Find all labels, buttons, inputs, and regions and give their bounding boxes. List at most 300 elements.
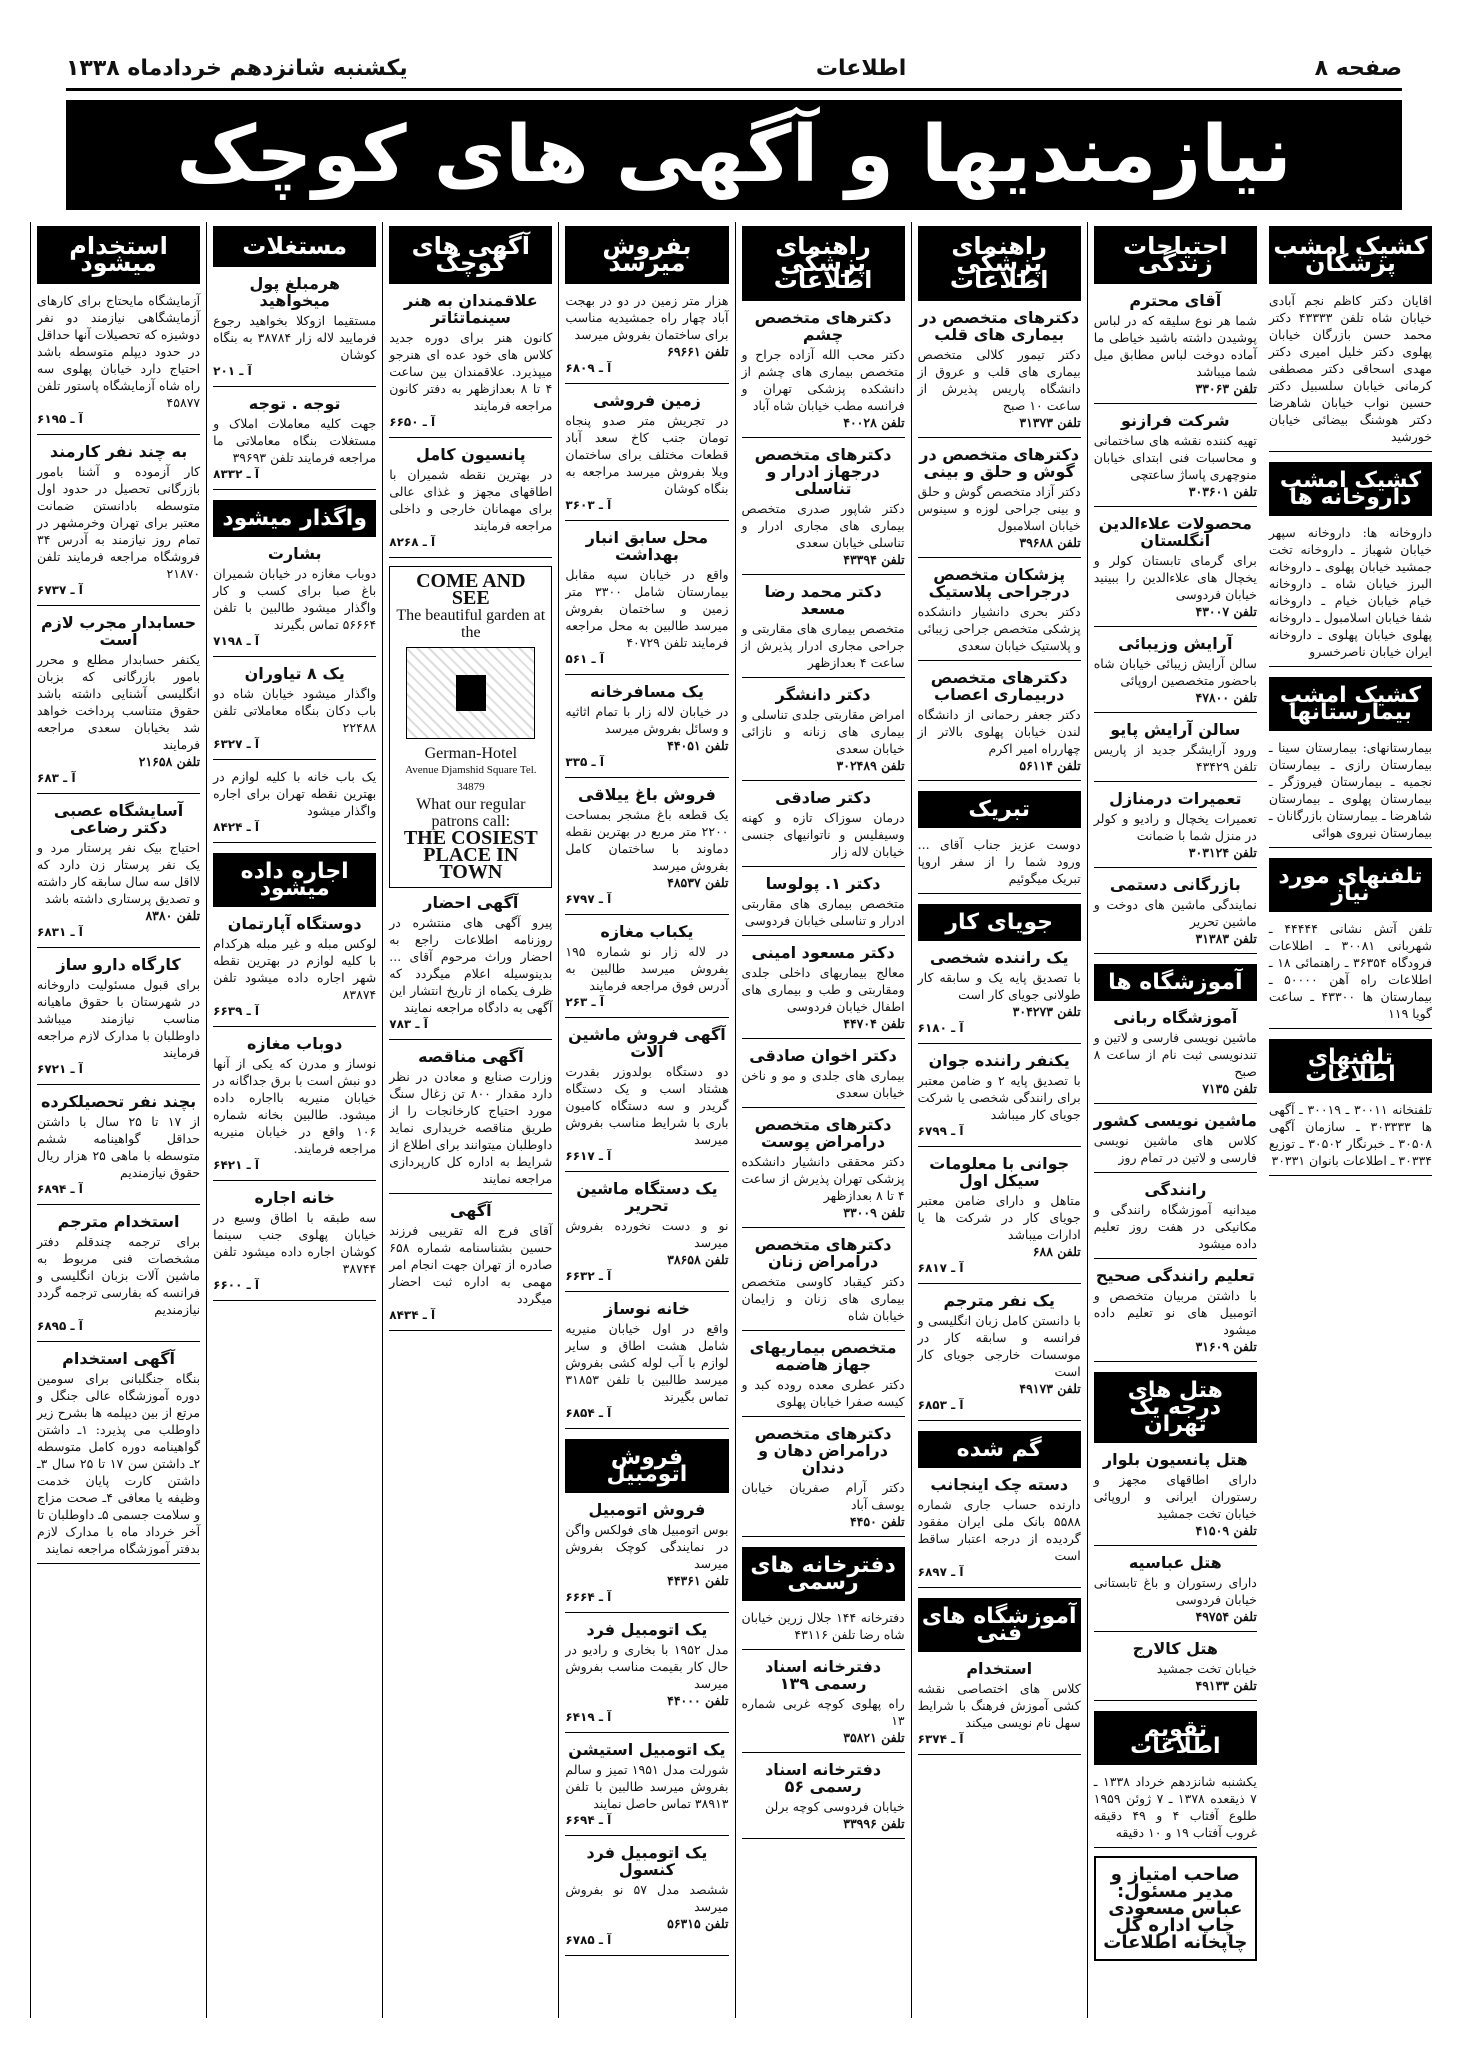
ad-title: یک اتومبیل فرد کنسول [586,1843,708,1879]
column-heading: آگهی های کوچک [389,226,552,284]
ad-phone: تلفن ۳۰۴۲۷۳ [1012,1004,1081,1019]
ad-item [1094,1009,1257,1104]
ad-title: علاقمندان به هنر سینماتئاتر [404,291,538,327]
ad-item [565,392,728,521]
column-heading: استخدام میشود [37,226,200,284]
section-heading: تبریک [918,791,1081,828]
ad-item [918,1292,1081,1421]
ad-body: در تجریش متر صدو پنجاه تومان جنب کاخ سعد آباد قطعات مختلف برای ساختمان ویلا بفروش میرسد مراجعه به بنگاه کوشان [565,413,729,496]
ad-phone: تلفن ۴۴۷۰۴ [843,1016,905,1031]
ad-code: آ ـ ۲۶۳ [565,995,604,1009]
ad-item [37,443,200,606]
ad-body: تلفن آتش نشانی ۴۴۴۴۴ ـ شهربانی ۳۰۰۸۱ ـ اطلاعات فرودگاه ۳۶۳۵۴ ـ راهنمائی ۱۸ ـ اطلاعات راه آهن ۵۰۰۰۰ ـ بیمارستان ها ۴۳۳۰۰ ـ ساعت گویا ۱۱۹ [1268,921,1433,1021]
ad-phone: تلفن ۲۱۶۵۸ [138,754,201,769]
ad-phone: تلفن ۳۵۸۲۱ [843,1730,905,1745]
ad-title: خانه اجاره [254,1188,335,1207]
ad-code: آ ـ ۶۶۱۷ [565,1149,612,1163]
ad-item [565,683,728,778]
ad-title: یک اتومبیل استیشن [568,1740,726,1759]
ad-code: آ ـ ۶۷۸۵ [565,1933,612,1947]
ad-title: بشارت [267,544,322,563]
ad-item [1094,721,1257,782]
ad-code: آ ـ ۶۶۳۲ [565,1269,612,1283]
section-heading: گم شده [918,1431,1081,1468]
ad-item [1269,739,1432,848]
ad-phone: تلفن ۳۱۳۷۳ [1019,415,1081,430]
ad-body: وزارت صنایع و معادن در نظر دارد مقدار ۸۰۰ تن زغال سنگ مورد احتیاج کارخانجات را از طریق مناقصه خریداری نماید داوطلبان میتوانند برای اطلاع از شرایط به اداره کل کارپردازی مراجعه نمایند [389,1069,553,1186]
ad-item [1094,412,1257,507]
ad-body: نوساز و مدرن که یکی از آنها دو نبش است با برق جداگانه در خیابان منیریه بااجاره داده میشود. طالبین بخانه شماره ۱۰۶ واقع در خیابان منیریه مراجعه فرمایند. [213,1056,377,1156]
ad-code: آ ـ ۲۰۱ [213,364,252,378]
ad-body: دارای رستوران و باغ تابستانی خیابان فردوسی [1093,1575,1257,1607]
ad-body: مدل ۱۹۵۲ با بخاری و رادیو در حال کار بقیمت مناسب بفروش میرسد [565,1642,729,1691]
ad-body: معالج بیماریهای داخلی جلدی ومقاربتی و طب و بیماری های اطفال خیابان فردوسی [741,965,905,1014]
column-8 [1263,222,1438,2018]
ad-item [742,944,905,1039]
ad-item [213,545,376,657]
ad-item [1269,524,1432,667]
ad-body: واقع در خیابان سپه مقابل بیمارستان شامل ۳۳۰۰ متر زمین و ساختمان بفروش میرسد طالبین به محل مراجعه فرمایند تلفن ۴۰۷۲۹ [565,567,729,650]
ad-title: یک اتومبیل فرد [586,1620,708,1639]
ad-code: آ ـ ۶۸۵۴ [565,1406,612,1420]
ad-phone: تلفن ۶۹۶۶۱ [667,344,729,359]
ad-item [1094,1554,1257,1632]
ad-title: هتل پانسیون بلوار [1102,1450,1248,1469]
ad-body: یک باب خانه با کلیه لوازم در بهترین نقطه تهران برای اجاره واگذار میشود [213,769,377,818]
ad-body: ماشین نویسی فارسی و لاتین و تندنویسی ثبت نام از ساعت ۸ صبح [1093,1030,1257,1079]
ad-item [918,1052,1081,1147]
ad-phone: تلفن ۴۴۰۵۱ [667,738,729,753]
column-3 [382,222,558,2018]
column-heading: مستغلات [213,226,376,267]
ad-phone: تلفن ۳۰۳۱۲۴ [1188,845,1257,860]
ad-title: دوستگاه آپارتمان [227,914,362,933]
ad-item [742,686,905,781]
ad-title: دکترهای متخصص درجهاز ادرار و تناسلی [754,445,892,498]
ad-item [1094,1640,1257,1701]
ad-body: تهیه کننده نقشه های ساختمانی و محاسبات فنی ابتدای خیابان منوچهری پاساژ ساعتچی [1093,433,1257,482]
ad-item [742,1761,905,1839]
ad-phone: تلفن ۵۶۱۱۴ [1019,758,1081,773]
ad-item [742,1236,905,1331]
classifieds-banner [66,100,1402,210]
ad-body: از ۱۷ تا ۲۵ سال با داشتن حداقل گواهینامه ششم متوسطه با ماهی ۲۵ هزار ریال حقوق نیازمندیم [37,1114,201,1180]
column-5 [735,222,911,2018]
ad-body: راه پهلوی کوچه غربی شماره ۱۳ [741,1696,905,1728]
ad-title: آقای محترم [1129,291,1222,310]
ad-item [389,1048,552,1194]
ad-item [565,1180,728,1292]
ad-phone: تلفن ۵۶۳۱۵ [667,1916,729,1931]
ad-item [918,1155,1081,1284]
ad-code: آ ـ ۶۸۳ [37,771,76,785]
ad-body: برای گرمای تابستان کولر و یخچال های علاءالدین را ببینید خیابان فردوسی [1093,553,1257,602]
ad-body: با داشتن مربیان متخصص و اتومبیل های نو تعلیم داده میشود [1093,1288,1257,1337]
ad-code: آ ـ ۶۸۹۷ [917,1565,964,1579]
ad-title: به چند نفر کارمند [49,442,188,461]
ad-item [918,566,1081,661]
page-date: یکشنبه شانزدهم خردادماه ۱۳۳۸ [66,55,408,81]
publisher-credit: صاحب امتیاز و مدیر مسئول: عباس مسعودی چاپ اداره کل چاپخانه اطلاعات [1094,1856,1257,1961]
ad-phone: تلفن ۷۱۳۵ [1202,1081,1257,1096]
ad-phone: تلفن ۳۱۳۸۳ [1195,931,1257,946]
ad-code: آ ـ ۶۷۹۹ [917,1124,964,1138]
ad-title: کارگاه دارو ساز [56,955,181,974]
ad-code: آ ـ ۷۱۹۸ [213,634,259,648]
ad-body: دکتر تیمور کلالی متخصص بیماری های قلب و عروق از دانشگاه پاریس پذیرش از ساعت ۱۰ صبح [917,347,1081,413]
ad-title: دکترهای متخصص درامراض دهان و دندان [754,1424,892,1477]
ad-body: دکتر آزاد متخصص گوش و حلق و بینی جراحی لوزه و سینوس خیابان اسلامبول [917,484,1081,533]
ad-item [37,292,200,435]
ad-item [565,923,728,1018]
ad-title: هتل عباسیه [1128,1553,1222,1572]
ad-body: دو دستگاه بولدوزر بقدرت هشتاد اسب و یک دستگاه گریدر و سه دستگاه کامیون باری با شرایط مناسب بفروش میرسد [565,1064,729,1147]
ad-code: آ ـ ۸۳۳۲ [213,467,259,481]
english-ad-line4: THE COSIEST PLACE IN TOWN [403,827,538,883]
ad-item [742,1658,905,1753]
ad-title: استخدام مترجم [57,1212,180,1231]
ad-phone: تلفن ۸۳۸۰ [145,908,201,923]
ad-phone: تلفن ۴۸۵۳۷ [667,875,729,890]
section-heading: آموزشگاه ها [1094,964,1257,1001]
ad-title: رانندگی [1144,1180,1207,1199]
ad-title: دکترهای متخصص در گوش و حلق و بینی [919,445,1080,481]
ad-item [742,309,905,438]
ad-code: آ ـ ۶۸۹۵ [37,1319,83,1333]
ad-code: آ ـ ۷۸۳ [389,1017,428,1031]
paper-name: اطلاعات [815,55,907,81]
ad-phone: تلفن ۴۷۸۰۰ [1195,690,1257,705]
ad-item [213,1035,376,1181]
column-7 [1087,222,1263,2018]
ad-item [918,836,1081,894]
ad-title: بازرگانی دستمی [1109,875,1241,894]
ad-code: آ ـ ۶۸۹۴ [37,1182,83,1196]
ad-title: دکتر مسعود امینی [751,943,895,962]
ad-phone: تلفن ۴۴۰۰۰ [667,1693,729,1708]
ad-body: بنگاه جنگلبانی برای سومین دوره آموزشگاه عالی جنگل و مرتع از بین دیپلمه ها بشرح زیر داوطلب می پذیرد: ۱ـ داشتن گواهینامه دوره کامل متوسطه ۲ـ داشتن سن ۱۷ تا ۲۵ سال ۳ـ داشتن کارت پایان خدمت وظیفه یا معافی ۴ـ صحت مزاج و سلامت جسمی ۵ـ داوطلبان تا آخر خرداد ماه با مدارک لازم بدفتر آموزشگاه مراجعه نمایند [37,1371,201,1556]
ad-body: دکتر بحری دانشیار دانشکده پزشکی متخصص جراحی زیبائی و پلاستیک خیابان سعدی [917,604,1081,653]
ad-title: آموزشگاه ربانی [1113,1008,1238,1027]
ad-code: آ ـ ۶۳۷۴ [917,1732,964,1746]
ad-title: فروش باغ ییلاقی [577,785,716,804]
ad-item [213,395,376,490]
ad-title: یک راننده شخصی [929,948,1069,967]
ad-phone: تلفن ۴۹۱۳۳ [1195,1678,1257,1693]
ad-phone: تلفن ۴۱۵۰۹ [1195,1523,1257,1538]
ad-title: دکترهای متخصص درامراض پوست [754,1115,892,1151]
ad-item [565,1501,728,1613]
ad-title: دکتر اخوان صادقی [749,1046,897,1065]
ad-phone: تلفن ۴۴۵۰ [849,1514,905,1529]
ad-item [1094,515,1257,627]
ad-phone: تلفن ۳۳۰۰۹ [843,1205,905,1220]
section-heading: تلفنهای مورد نیاز [1269,858,1432,912]
ad-item [37,1213,200,1342]
ad-body: در لاله زار نو شماره ۱۹۵ بفروش میرسد طالبین به آدرس فوق مراجعه فرمایند [565,944,729,993]
ad-phone: تلفن ۶۸۸ [1032,1244,1081,1259]
column-heading: راهنمای پزشکی اطلاعات [918,226,1081,301]
ad-title: شرکت فرازنو [1120,411,1230,430]
ad-item [565,529,728,675]
ad-code: آ ـ ۳۶۰۳ [565,498,612,512]
section-heading: تلفنهای اطلاعات [1269,1039,1432,1093]
ad-code: آ ـ ۶۴۱۹ [565,1710,612,1724]
ad-title: یک ۸ تیاوران [244,664,345,683]
ad-item [1094,1773,1257,1848]
ad-body: لوکس مبله و غیر مبله هرکدام با کلیه لوازم در بهترین نقطه شهر اجاره داده میشود تلفن ۸۳۸۷۴ [213,936,377,1002]
ad-title: پانسیون کامل [416,445,526,464]
banner-title: نیازمندیها و آگهی های کوچک [176,110,1292,200]
ad-body: دکتر کیقباد کاوسی متخصص بیماری های زنان و زایمان خیابان شاه [741,1274,905,1323]
ad-title: یک دستگاه ماشین تحریر [576,1179,718,1215]
page-header [66,48,1402,91]
ad-item [1094,1181,1257,1259]
section-heading: اجاره داده میشود [213,853,376,907]
ad-title: دکتر صادقی [775,788,872,807]
ad-body: ورود آرایشگر جدید از پاریس تلفن ۴۳۴۲۹ [1093,742,1257,774]
ad-code: آ ـ ۶۶۹۴ [565,1813,612,1827]
ad-item [389,446,552,558]
ad-item [918,1660,1081,1755]
ad-code: آ ـ ۶۱۸۰ [917,1021,964,1035]
ad-body: دارای اطاقهای مجهز و رستوران ایرانی و اروپائی خیابان تخت جمشید [1093,1472,1257,1521]
ad-item [1094,876,1257,954]
ad-title: محصولات علاءالدین انگلستان [1098,514,1252,550]
column-6 [911,222,1087,2018]
ad-item [742,583,905,678]
ad-body: دارنده حساب جاری شماره ۵۵۸۸ بانک ملی ایران مفقود گردیده از درجه اعتبار ساقط است [917,1497,1081,1563]
ad-item [1094,1112,1257,1173]
hotel-map-image [406,647,535,739]
ad-code: آ ـ ۶۶۶۴ [565,1590,612,1604]
ad-item [742,446,905,575]
ad-body: دکتر شاپور صدری متخصص بیماری های مجاری ادرار و تناسلی خیابان سعدی [741,501,905,550]
ad-body: نو و دست نخورده بفروش میرسد [565,1218,729,1250]
ad-body: سالن آرایش زیبائی خیابان شاه باحضور متخصصین اروپائی [1093,656,1257,688]
ad-title: دکتر ۱. پولوسا [765,874,881,893]
section-heading: دفترخانه های رسمی [742,1547,905,1601]
ad-item [213,1189,376,1301]
ad-body: متخصص بیماری های مقاربتی و جراحی مجاری ادرار پذیرش از ساعت ۴ بعدازظهر [741,621,905,670]
ad-item [742,1425,905,1537]
ad-item [213,915,376,1027]
ad-title: ماشین نویسی کشور [1093,1111,1257,1130]
ad-item [1269,292,1432,452]
ad-code: آ ـ ۶۶۰۰ [213,1278,259,1292]
ad-item [37,614,200,794]
ad-item [37,1350,200,1564]
ad-title: زمین فروشی [592,391,701,410]
ad-body: در خیابان لاله زار با تمام اثاثیه و وسائل بفروش میرسد [565,704,729,736]
ad-code: آ ـ ۸۴۲۴ [213,820,259,834]
ad-phone: تلفن ۴۹۷۵۴ [1195,1609,1257,1624]
column-4 [558,222,734,2018]
ad-body: دکتر محب الله آزاده جراح و متخصص بیماری های چشم از دانشکده پزشکی تهران و فرانسه مطب خیابان شاه آباد [741,347,905,413]
ad-title: حسابدار مجرب لازم است [40,613,197,649]
ad-phone: تلفن ۴۴۳۶۱ [667,1573,729,1588]
section-heading: جویای کار [918,904,1081,941]
ad-item [742,1339,905,1417]
ad-title: آگهی [450,1201,492,1220]
ad-body: دفترخانه ۱۴۴ جلال زرین خیابان شاه رضا تلفن ۴۳۱۱۶ [741,1610,905,1642]
ad-body: با تصدیق پایه یک و سابقه کار طولانی جویای کار است [917,970,1081,1002]
ad-title: دوباب مغازه [246,1034,343,1053]
ad-item [1094,1451,1257,1546]
ad-item [565,292,728,384]
ad-item [1094,635,1257,713]
ad-body: امراض مقاربتی جلدی تناسلی و بیماری های زنانه و نازائی خیابان سعدی [741,707,905,756]
ad-phone: تلفن ۳۰۳۶۰۱ [1188,484,1257,499]
ad-body: خیابان تخت جمشید [1156,1661,1257,1676]
section-heading: واگذار میشود [213,500,376,537]
ad-item [213,768,376,843]
ad-item [389,1202,552,1331]
ad-body: خیابان فردوسی کوچه برلن [765,1799,905,1814]
ad-title: آگهی احضار [423,893,519,912]
ad-body: برای ترجمه چندقلم دفتر مشخصات فنی مربوط به ماشین آلات بزبان انگلیسی و فرانسه که بفارسی ترجمه گردد نیازمندیم [37,1234,201,1317]
ad-body: جهت کلیه معاملات املاک و مستغلات بنگاه معاملاتی ما مراجعه فرمایند تلفن ۳۹۶۹۳ [213,416,377,465]
ad-phone: تلفن ۳۱۶۰۹ [1195,1339,1257,1354]
column-heading: احتیاجات زندگی [1094,226,1257,284]
ad-title: توجه . توجه [248,394,341,413]
ad-body: اقایان دکتر کاظم نجم آبادی خیابان شاه تلفن ۴۳۳۳۳ دکتر محمد حسن بازرگان خیابان پهلوی دکتر خلیل امیری دکتر مهدی اسحاقی دکتر مصطفی کرمانی خیابان سلسبیل دکتر حسین نواب خیابان شاهرضا دکتر هوشنگ بیضائی خیابان خورشید [1268,293,1432,444]
section-heading: فروش اتومبیل [565,1439,728,1493]
ad-title: دکترهای متخصص درامراض زنان [754,1235,892,1271]
ad-body: یک قطعه باغ مشجر بمساحت ۲۲۰۰ متر مربع در بهترین نقطه دماوند با ساختمان کامل بفروش میرسد [565,807,729,873]
ad-body: با دانستن کامل زبان انگلیسی و فرانسه و سابقه کار در موسسات خارجی جویای کار است [917,1313,1081,1379]
english-ad-hotel: German-Hotel [424,745,518,762]
ad-code: آ ـ ۸۴۳۴ [389,1308,436,1322]
ad-code: آ ـ ۶۷۹۷ [565,892,612,906]
ad-title: جوانی با معلومات سیکل اول [929,1154,1070,1190]
ad-title: استخدام [966,1659,1033,1678]
ad-code: آ ـ ۸۲۶۸ [389,535,436,549]
ad-body: کلاس های اختصاصی نقشه کشی آموزش فرهنگ با شرایط سهل نام نویسی میکند [917,1681,1081,1730]
ad-body: دوست عزیز جناب آقای ... ورود شما را از سفر اروپا تبریک میگوئیم [917,837,1081,886]
ad-body: واگذار میشود خیابان شاه دو باب دکان بنگاه معاملاتی تلفن ۲۲۴۸۸ [213,686,377,735]
ad-item [213,665,376,760]
ad-body: یکنفر حسابدار مطلع و محرر بامور بازرگانی که بزبان انگلیسی آشنایی داشته باشد حقوق متناسب پرداخت خواهد شد بخیابان سعدی مراجعه فرمایند [37,652,201,752]
ad-body: آقای فرج اله تقریبی فرزند حسین بشناسنامه شماره ۶۵۸ صادره از تهران جهت انجام امر مهمی به اداره ثبت احضار میگردد [389,1223,553,1306]
ad-body: متخصص بیماری های مقاربتی ادرار و تناسلی خیابان فردوسی [741,896,905,928]
ad-title: آرایش وزیبائی [1118,634,1233,653]
column-heading: کشیک امشب پزشکان [1269,226,1432,284]
ad-body: آزمایشگاه مایحتاج برای کارهای آزمایشگاهی نیازمند دو نفر دوشیزه که تحصیلات آنها حداقل در حدود دیپلم متوسطه باشد احتیاج دارد خیابان پهلوی سه راه شاه آزمایشگاه پاستور تلفن ۴۵۸۷۷ [37,293,201,410]
ad-code: آ ـ ۶۷۲۱ [37,1062,83,1076]
ad-body: داروخانه ها: داروخانه سپهر خیابان شهباز ـ داروخانه تخت جمشید خیابان پهلوی ـ داروخانه البرز خیابان شاه ـ داروخانه خیام خیابان خیام ـ داروخانه شفا خیابان اسلامبول ـ داروخانه پهلوی خیابان پهلوی ـ داروخانه ایران خیابان ناصرخسرو [1268,525,1432,659]
ad-title: آگهی مناقصه [418,1047,524,1066]
ad-item [565,1621,728,1733]
column-2 [206,222,382,2018]
ad-code: آ ـ ۶۸۵۳ [917,1398,964,1412]
ad-item [918,446,1081,558]
ad-item [37,1093,200,1205]
ad-title: یک مسافرخانه [590,682,704,701]
ad-body: دکتر آرام صفریان خیابان یوسف آباد [741,1480,905,1512]
ad-title: هتل کالارج [1132,1639,1219,1658]
ad-title: دکترهای متخصص دربیماری اعصاب [930,668,1068,704]
section-heading: کشیک امشب بیمارستانها [1269,677,1432,731]
ad-code: آ ـ ۶۱۹۵ [37,412,83,426]
ad-body: شورلت مدل ۱۹۵۱ تمیز و سالم بفروش میرسد طالبین با تلفن ۳۸۹۱۳ تماس حاصل نمایند [565,1762,729,1811]
ad-phone: تلفن ۴۹۱۷۳ [1019,1381,1081,1396]
ad-phone: تلفن ۴۳۳۹۴ [843,552,905,567]
ad-body: تعمیرات یخچال و رادیو و کولر در منزل شما با ضمانت [1093,811,1257,843]
ad-code: آ ـ ۶۳۲۷ [213,737,259,751]
ad-phone: تلفن ۳۳۰۶۳ [1195,381,1257,396]
ad-code: آ ـ ۶۶۵۰ [389,415,436,429]
ad-item [565,1844,728,1956]
ad-title: آسایشگاه عصبی دکتر رضاعی [53,801,184,837]
ad-phone: تلفن ۳۳۹۹۶ [843,1816,905,1831]
column-heading: بفروش میرسد [565,226,728,284]
ad-code: آ ـ ۳۳۵ [565,755,604,769]
ad-item [1094,790,1257,868]
ad-body: دکتر جعفر رحمانی از دانشگاه لندن خیابان پهلوی بالاتر از چهارراه امیر اکرم [917,707,1081,756]
ad-title: یکنفر راننده جوان [928,1051,1070,1070]
ad-title: یکباب مغازه [600,922,694,941]
ad-body: بوس اتومبیل های فولکس واگن در نمایندگی کوچک بفروش میرسد [565,1522,729,1571]
ad-body: ششصد مدل ۵۷ نو بفروش میرسد [565,1882,729,1914]
section-heading: هتل های درجه یک تهران [1094,1372,1257,1443]
ad-body: نمایندگی ماشین های دوخت و ماشین تحریر [1093,897,1257,929]
ad-item [918,1476,1081,1588]
ad-code: آ ـ ۶۸۳۱ [37,925,83,939]
ad-body: دکتر محققی دانشیار دانشکده پزشکی تهران پذیرش از ساعت ۴ تا ۸ بعدازظهر [741,1154,905,1203]
ad-title: یک نفر مترجم [943,1291,1055,1310]
ad-title: تعلیم رانندگی صحیح [1095,1266,1255,1285]
ad-title: دسته چک اینجانب [930,1475,1069,1494]
ad-body: متاهل و دارای ضامن معتبر جویای کار در شرکت ها یا ادارات میباشد [917,1193,1081,1242]
ad-body: سه طبقه با اطاق وسیع در خیابان پهلوی جنب سینما کوشان اجاره داده میشود تلفن ۳۸۷۴۴ [213,1210,377,1276]
ad-item [37,956,200,1085]
ad-item [37,802,200,948]
ad-code: آ ـ ۶۸۰۹ [565,361,612,375]
ad-body: با تصدیق پایه ۲ و ضامن معتبر برای رانندگی شخصی یا شرکت جویای کار میباشد [917,1073,1081,1122]
ad-title: دفترخانه اسناد رسمی ۱۳۹ [765,1657,882,1693]
ad-item [565,786,728,915]
english-ad-line1: COME AND SEE [416,570,526,609]
ad-item [918,669,1081,781]
ad-body: در بهترین نقطه شمیران با اطاقهای مجهز و غذای عالی برای مهمانان خارجی و داخلی مراجعه فرمایند [389,467,553,533]
ad-item [742,789,905,867]
english-ad-line2: The beautiful garden at the [396,607,546,641]
ad-title: تعمیرات درمنازل [1109,789,1242,808]
ad-title: خانه نوساز [604,1299,690,1318]
ad-item [1094,1267,1257,1362]
section-heading: کشیک امشب داروخانه ها [1269,462,1432,516]
ad-item [918,309,1081,438]
column-1 [30,222,206,2018]
ad-code: آ ـ ۶۸۱۷ [917,1261,964,1275]
ad-phone: تلفن ۳۰۲۴۸۹ [836,758,905,773]
ad-body: کار آزموده و آشنا بامور بازرگانی تحصیل در حدود اول متوسطه بادانستن ضمانت معتبر برای تهران وخرمشهر در تمام روز نیازمند به آدرس ۳۴ فروشگاه مراجعه فرمایند تلفن ۲۱۸۷۰ [37,464,201,581]
ad-item [565,1741,728,1836]
ad-body: پیرو آگهی های منتشره در روزنامه اطلاعات راجع به احضار وراث مرحوم آقای ... بدینوسیله اعلام میگردد که ظرف یکماه از تاریخ انتشار این آگهی به دادگاه مراجعه نمایند [389,915,553,1015]
ad-item [742,1609,905,1650]
ad-body: بیماری های جلدی و مو و ناخن خیابان سعدی [741,1068,905,1100]
ad-title: دکتر دانشگر [775,685,871,704]
english-ad-address: Avenue Djamshid Square Tel. 34879 [405,764,537,793]
column-heading: راهنمای پزشکی اطلاعات [742,226,905,301]
ad-title: آگهی فروش ماشین آلات [568,1025,726,1061]
ad-title: متخصص بیماریهای جهاز هاضمه [749,1338,897,1374]
ad-body: درمان سوزاک تازه و کهنه وسیفلیس و ناتوانیهای جنسی خیابان لاله زار [741,810,905,859]
ad-title: هرمبلغ پول میخواهید [249,274,340,310]
ad-code: آ ـ ۶۶۳۹ [213,1004,259,1018]
ad-body: کانون هنر برای دوره جدید کلاس های خود عده ای هنرجو میپذیرد. علاقمندان بین ساعت ۴ تا ۸ بعدازظهر به دفتر کانون مراجعه فرمایند [389,330,553,413]
